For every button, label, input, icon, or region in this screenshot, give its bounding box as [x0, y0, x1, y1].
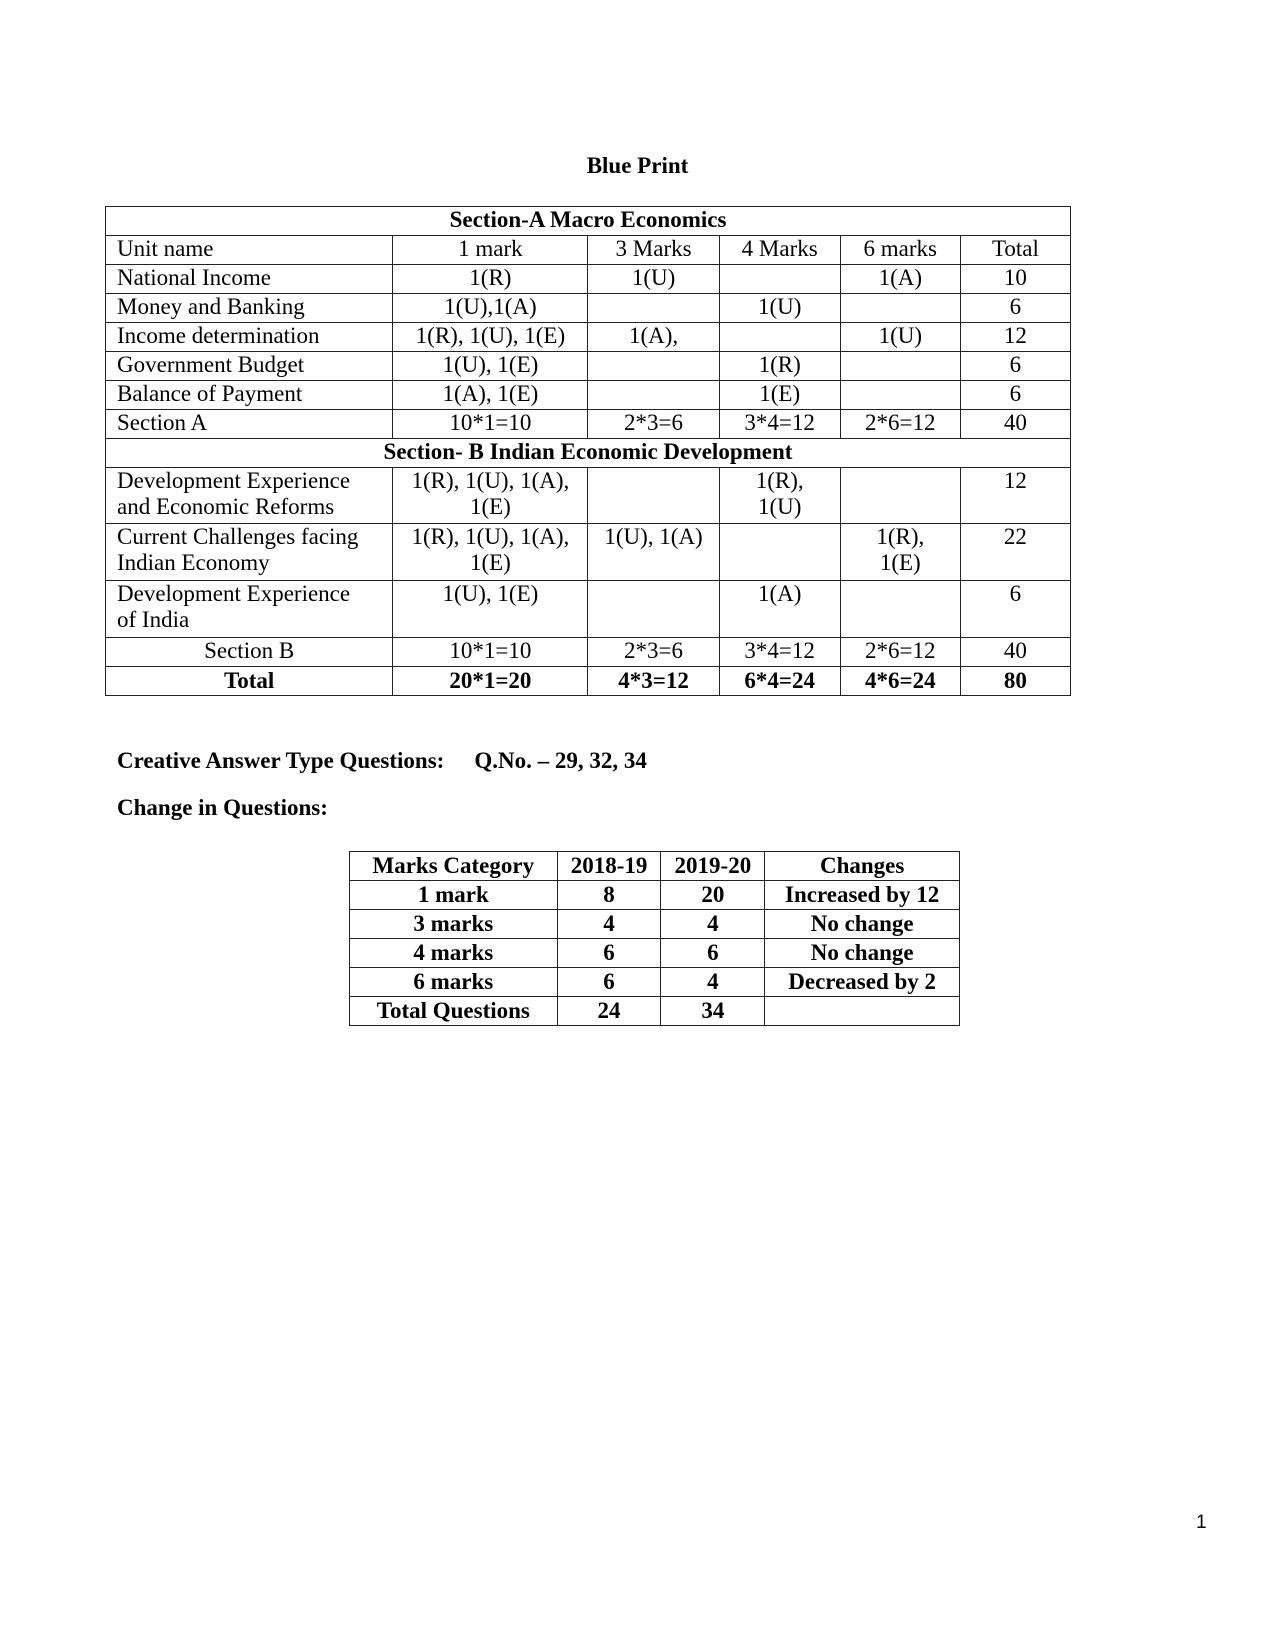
header-2019-20: 2019-20 — [661, 852, 765, 881]
cell-1-mark: 1(U),1(A) — [393, 294, 588, 323]
cell-3-marks: 2*3=6 — [588, 638, 719, 667]
cell-6-marks: 1(U) — [840, 323, 960, 352]
page-title: Blue Print — [586, 153, 689, 178]
cell-6-marks: 2*6=12 — [840, 638, 960, 667]
change-value: No change — [765, 910, 960, 939]
unit-name: Development Experience of India — [106, 581, 393, 638]
cell-1-mark: 1(R) — [393, 265, 588, 294]
count-2018-19: 8 — [557, 881, 661, 910]
cell-6-marks: 1(R), 1(E) — [840, 524, 960, 581]
unit-name: Government Budget — [106, 352, 393, 381]
cell-4-marks: 1(E) — [719, 381, 840, 410]
cell-1-mark: 10*1=10 — [393, 410, 588, 439]
table-row — [350, 881, 960, 910]
creative-answer-qno: Q.No. – 29, 32, 34 — [474, 748, 647, 773]
unit-name: Current Challenges facing Indian Economy — [106, 524, 393, 581]
cell-total: 6 — [960, 352, 1070, 381]
change-value: Decreased by 2 — [765, 968, 960, 997]
marks-category: 4 marks — [350, 939, 558, 968]
cell-3-marks: 4*3=12 — [588, 667, 719, 696]
cell-6-marks — [840, 294, 960, 323]
cell-total: 12 — [960, 468, 1070, 524]
section-a-heading-row — [106, 207, 1071, 236]
count-2019-20: 34 — [661, 997, 765, 1026]
cell-6-marks: 1(A) — [840, 265, 960, 294]
marks-category: 1 mark — [350, 881, 558, 910]
marks-category: 3 marks — [350, 910, 558, 939]
cell-6-marks — [840, 381, 960, 410]
change-value: No change — [765, 939, 960, 968]
cell-4-marks: 3*4=12 — [719, 638, 840, 667]
cell-1-mark: 20*1=20 — [393, 667, 588, 696]
table-row — [350, 910, 960, 939]
cell-3-marks: 2*3=6 — [588, 410, 719, 439]
count-2018-19: 4 — [557, 910, 661, 939]
cell-3-marks — [588, 381, 719, 410]
cell-1-mark: 1(R), 1(U), 1(A), 1(E) — [393, 524, 588, 581]
cell-3-marks — [588, 352, 719, 381]
cell-3-marks — [588, 581, 719, 638]
cell-total: 6 — [960, 294, 1070, 323]
cell-3-marks — [588, 468, 719, 524]
header-unit-name: Unit name — [106, 236, 393, 265]
unit-name: Total — [106, 667, 393, 696]
count-2019-20: 4 — [661, 910, 765, 939]
change-value: Increased by 12 — [765, 881, 960, 910]
unit-name: Section A — [106, 410, 393, 439]
header-marks-category: Marks Category — [350, 852, 558, 881]
cell-1-mark: 1(R), 1(U), 1(A), 1(E) — [393, 468, 588, 524]
marks-category: Total Questions — [350, 997, 558, 1026]
creative-answer-label: Creative Answer Type Questions: — [117, 748, 445, 773]
cell-6-marks: 4*6=24 — [840, 667, 960, 696]
cell-total: 40 — [960, 410, 1070, 439]
blueprint-table — [105, 206, 1071, 696]
cell-4-marks: 1(R) — [719, 352, 840, 381]
cell-6-marks — [840, 581, 960, 638]
header-3-marks: 3 Marks — [588, 236, 719, 265]
creative-answer-line — [117, 748, 647, 774]
cell-3-marks: 1(A), — [588, 323, 719, 352]
cell-4-marks — [719, 265, 840, 294]
table-row — [106, 352, 1071, 381]
count-2018-19: 24 — [557, 997, 661, 1026]
table-row — [106, 581, 1071, 638]
header-6-marks: 6 marks — [840, 236, 960, 265]
count-2018-19: 6 — [557, 968, 661, 997]
table-row — [106, 381, 1071, 410]
cell-1-mark: 10*1=10 — [393, 638, 588, 667]
cell-total: 40 — [960, 638, 1070, 667]
table-row — [350, 968, 960, 997]
cell-4-marks: 1(U) — [719, 294, 840, 323]
cell-1-mark: 1(R), 1(U), 1(E) — [393, 323, 588, 352]
grand-total-row — [106, 667, 1071, 696]
cell-total: 12 — [960, 323, 1070, 352]
cell-4-marks: 6*4=24 — [719, 667, 840, 696]
unit-name: Section B — [106, 638, 393, 667]
cell-3-marks: 1(U), 1(A) — [588, 524, 719, 581]
header-1-mark: 1 mark — [393, 236, 588, 265]
section-b-heading-row — [106, 439, 1071, 468]
table-row — [106, 524, 1071, 581]
section-a-heading: Section-A Macro Economics — [106, 207, 1071, 236]
cell-4-marks — [719, 323, 840, 352]
section-b-heading: Section- B Indian Economic Development — [106, 439, 1071, 468]
change-value — [765, 997, 960, 1026]
change-in-questions-heading: Change in Questions: — [117, 795, 328, 820]
cell-3-marks: 1(U) — [588, 265, 719, 294]
marks-category: 6 marks — [350, 968, 558, 997]
unit-name: Development Experience and Economic Reforms — [106, 468, 393, 524]
section-b-subtotal-row — [106, 638, 1071, 667]
cell-6-marks — [840, 352, 960, 381]
cell-total: 22 — [960, 524, 1070, 581]
table-row — [350, 997, 960, 1026]
unit-name: National Income — [106, 265, 393, 294]
count-2019-20: 6 — [661, 939, 765, 968]
cell-1-mark: 1(U), 1(E) — [393, 352, 588, 381]
table-row — [106, 468, 1071, 524]
table-row — [106, 265, 1071, 294]
table-row — [106, 323, 1071, 352]
count-2018-19: 6 — [557, 939, 661, 968]
cell-4-marks: 1(A) — [719, 581, 840, 638]
table-row — [106, 294, 1071, 323]
changes-table — [349, 851, 960, 1026]
header-changes: Changes — [765, 852, 960, 881]
cell-total: 80 — [960, 667, 1070, 696]
cell-6-marks — [840, 468, 960, 524]
cell-1-mark: 1(A), 1(E) — [393, 381, 588, 410]
changes-header-row — [350, 852, 960, 881]
page-number: 1 — [1196, 1512, 1207, 1533]
cell-3-marks — [588, 294, 719, 323]
header-2018-19: 2018-19 — [557, 852, 661, 881]
cell-total: 6 — [960, 381, 1070, 410]
unit-name: Income determination — [106, 323, 393, 352]
section-a-subtotal-row — [106, 410, 1071, 439]
unit-name: Money and Banking — [106, 294, 393, 323]
count-2019-20: 20 — [661, 881, 765, 910]
header-row — [106, 236, 1071, 265]
cell-1-mark: 1(U), 1(E) — [393, 581, 588, 638]
unit-name: Balance of Payment — [106, 381, 393, 410]
cell-4-marks: 3*4=12 — [719, 410, 840, 439]
cell-total: 10 — [960, 265, 1070, 294]
count-2019-20: 4 — [661, 968, 765, 997]
cell-total: 6 — [960, 581, 1070, 638]
header-4-marks: 4 Marks — [719, 236, 840, 265]
cell-4-marks: 1(R), 1(U) — [719, 468, 840, 524]
cell-6-marks: 2*6=12 — [840, 410, 960, 439]
header-total: Total — [960, 236, 1070, 265]
table-row — [350, 939, 960, 968]
cell-4-marks — [719, 524, 840, 581]
